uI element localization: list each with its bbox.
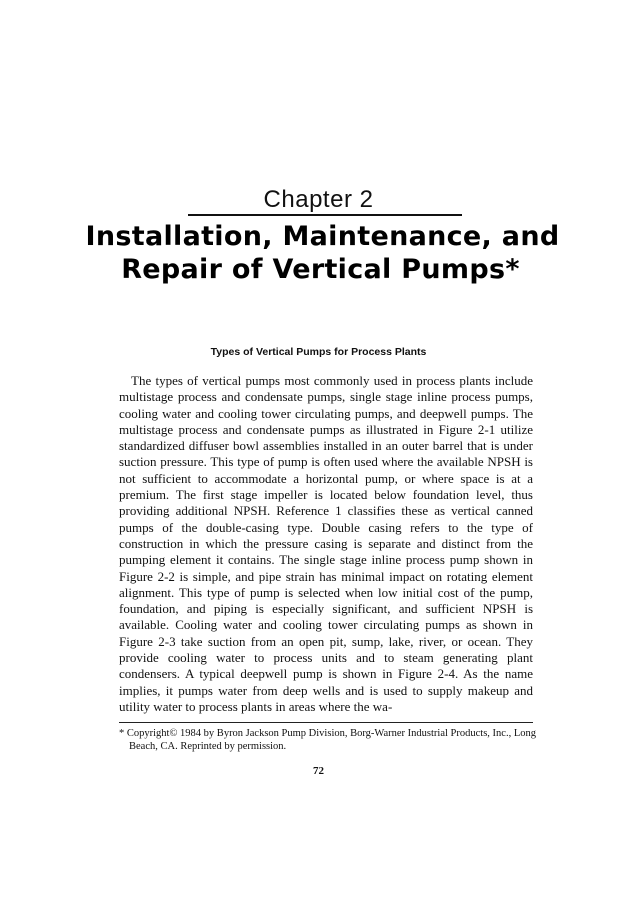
footnote: * Copyright© 1984 by Byron Jackson Pump Division, Borg-Warner Industrial Products, Inc., Long Beach, CA. Reprinted by permission. [119,728,536,752]
section-heading: Types of Vertical Pumps for Process Plants [210,346,427,358]
chapter-title-line-2: Repair of Vertical Pumps* [121,254,520,285]
chapter-label: Chapter 2 [263,186,374,213]
chapter-title [0,220,637,286]
chapter-title-line-1: Installation, Maintenance, and [85,221,560,252]
chapter-rule [188,214,462,216]
page-number: 72 [313,765,324,777]
footnote-rule [119,722,533,723]
body-paragraph: The types of vertical pumps most commonly used in process plants include multistage process and condensate pumps, single stage inline process pumps, cooling water and cooling tower circulating pumps, and deepwell pumps. The multistage process and condensate pumps as illustrated in Figure 2-1 utilize standardized diffuser bowl assemblies installed in an outer barrel that is under suction pressure. This type of pump is often used where the available NPSH is not sufficient to accommodate a horizontal pump, or where space is at a premium. The first stage impeller is located below foundation level, thus providing additional NPSH. Reference 1 classifies these as vertical canned pumps of the double-casing type. Double casing refers to the type of construction in which the pressure casing is separate and distinct from the pumping element it contains. The single stage inline process pump shown in Figure 2-2 is simple, and pipe strain has minimal impact on rotating element alignment. This type of pump is selected when low initial cost of the pump, foundation, and piping is especially significant, and sufficient NPSH is available. Cooling water and cooling tower circulating pumps as shown in Figure 2-3 take suction from an open pit, sump, lake, river, or ocean. They provide cooling water to process units and to steam generating plant condensers. A typical deepwell pump is shown in Figure 2-4. As the name implies, it pumps water from deep wells and is used to supply makeup and utility water to process plants in areas where the wa- [119,373,533,714]
